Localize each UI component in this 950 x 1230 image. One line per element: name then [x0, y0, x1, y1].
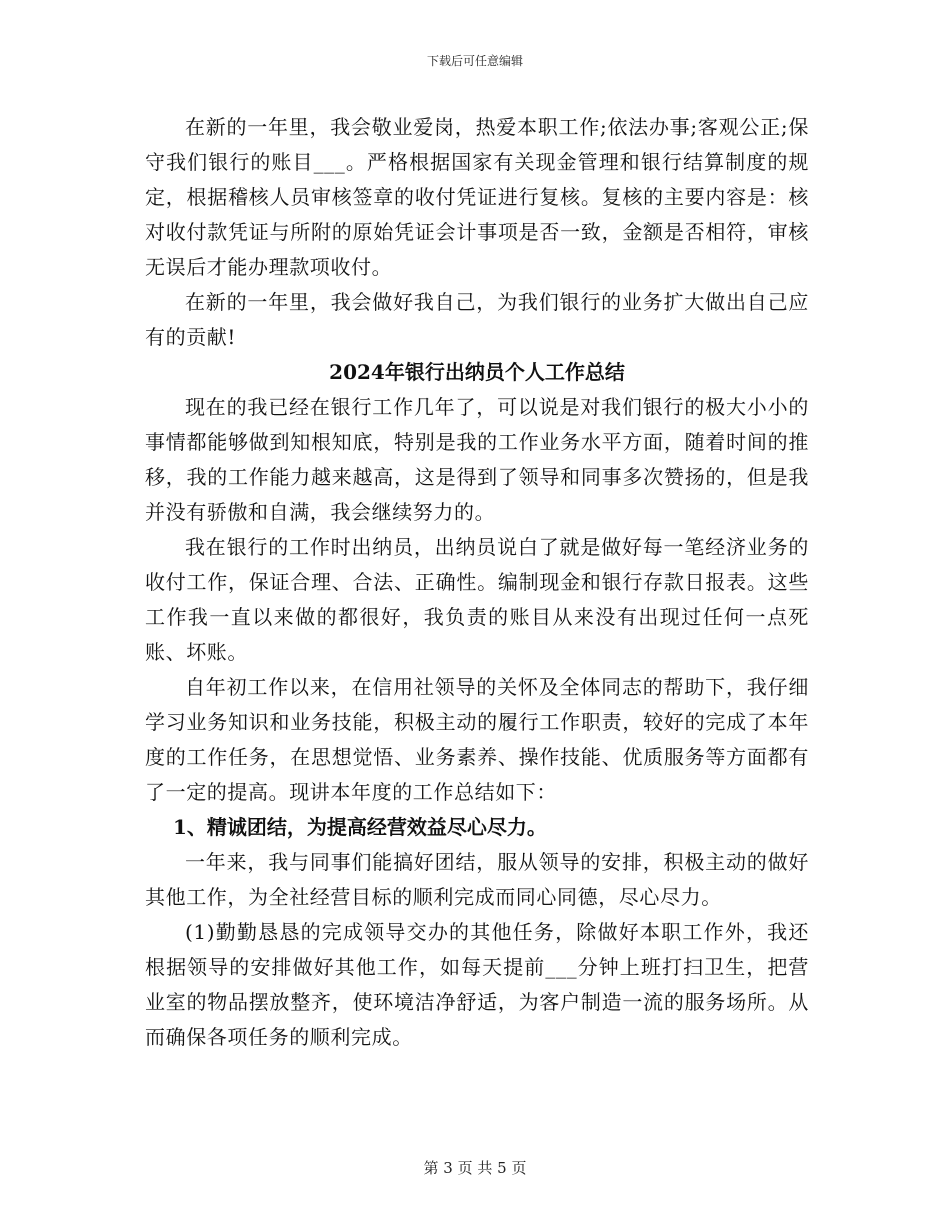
page-footer: 第 3 页 共 5 页 — [423, 1159, 527, 1177]
paragraph-2: 在新的一年里，我会做好我自己，为我们银行的业务扩大做出自己应有的贡献! — [145, 290, 809, 349]
paragraph-7: (1)勤勤恳恳的完成领导交办的其他任务，除做好本职工作外，我还根据领导的安排做好其他工作，如每天提前___分钟上班打扫卫生，把营业室的物品摆放整齐，使环境洁净舒适，为客户制造一流的服务场所。从而确保各项任务的顺利完成。 — [145, 920, 809, 1049]
paragraph-1: 在新的一年里，我会敬业爱岗，热爱本职工作;依法办事;客观公正;保守我们银行的账目___。严格根据国家有关现金管理和银行结算制度的规定，根据稽核人员审核签章的收付凭证进行复核。复核的主要内容是：核对收付款凭证与所附的原始凭证会计事项是否一致，金额是否相符，审核无误后才能办理款项收付。 — [145, 115, 809, 279]
paragraph-5: 自年初工作以来，在信用社领导的关怀及全体同志的帮助下，我仔细学习业务知识和业务技能，积极主动的履行工作职责，较好的完成了本年度的工作任务，在思想觉悟、业务素养、操作技能、优质服务等方面都有了一定的提高。现讲本年度的工作总结如下： — [145, 675, 809, 804]
subheading-1: 1、精诚团结，为提高经营效益尽心尽力。 — [173, 815, 547, 839]
paragraph-3: 现在的我已经在银行工作几年了，可以说是对我们银行的极大小小的事情都能够做到知根知底，特别是我的工作业务水平方面，随着时间的推移，我的工作能力越来越高，这是得到了领导和同事多次赞扬的，但是我并没有骄傲和自满，我会继续努力的。 — [145, 395, 809, 524]
document-body — [145, 110, 809, 1055]
page-header: 下载后可任意编辑 — [426, 54, 523, 68]
paragraph-6: 一年来，我与同事们能搞好团结，服从领导的安排，积极主动的做好其他工作，为全社经营目标的顺利完成而同心同德，尽心尽力。 — [145, 850, 809, 909]
paragraph-4: 我在银行的工作时出纳员，出纳员说白了就是做好每一笔经济业务的收付工作，保证合理、合法、正确性。编制现金和银行存款日报表。这些工作我一直以来做的都很好，我负责的账目从来没有出现过任何一点死账、坏账。 — [145, 535, 809, 664]
section-title: 2024年银行出纳员个人工作总结 — [329, 360, 625, 384]
